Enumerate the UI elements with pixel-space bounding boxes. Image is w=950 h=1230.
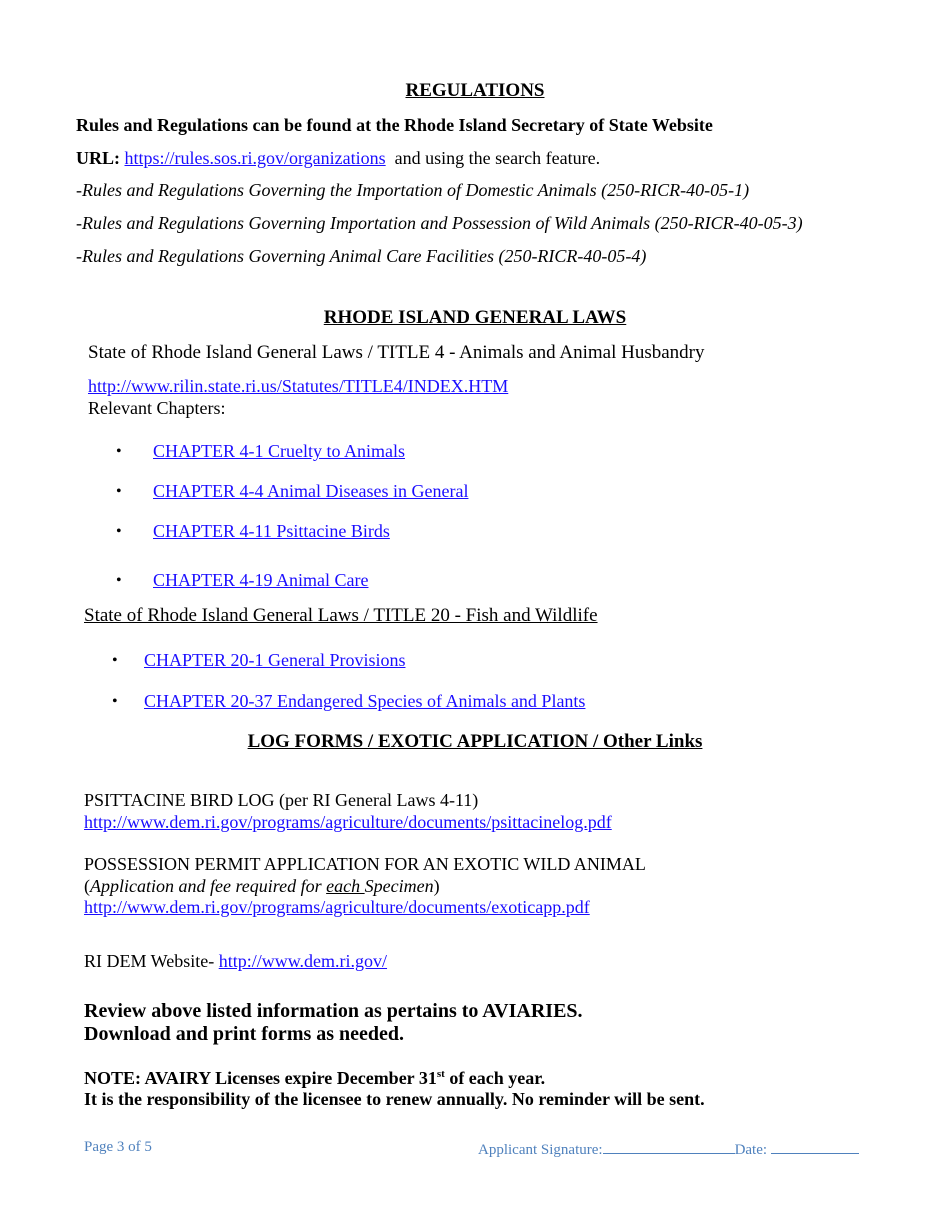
- regulations-url-line: [76, 148, 600, 169]
- url-label: URL:: [76, 148, 120, 168]
- title4-link[interactable]: http://www.rilin.state.ri.us/Statutes/TITLE4/INDEX.HTM: [88, 376, 509, 396]
- permit-note: (Application and fee required for each Specimen): [84, 876, 440, 896]
- chapter-link[interactable]: CHAPTER 4-4 Animal Diseases in General: [153, 481, 469, 501]
- dem-website-link[interactable]: http://www.dem.ri.gov/: [218, 951, 388, 971]
- bird-log-link[interactable]: http://www.dem.ri.gov/programs/agriculture/documents/psittacinelog.pdf: [84, 812, 612, 832]
- chapter-link[interactable]: CHAPTER 4-11 Psittacine Birds: [153, 521, 390, 541]
- download-note: Download and print forms as needed.: [84, 1023, 405, 1045]
- chapter-link[interactable]: CHAPTER 20-37 Endangered Species of Animals and Plants: [144, 691, 586, 711]
- review-note: Review above listed information as pertains to AVIARIES.: [84, 1000, 583, 1022]
- chapter-link[interactable]: CHAPTER 4-19 Animal Care: [153, 570, 369, 590]
- general-laws-heading: RHODE ISLAND GENERAL LAWS: [323, 307, 627, 328]
- bullet-icon: •: [116, 523, 122, 540]
- log-forms-heading: LOG FORMS / EXOTIC APPLICATION / Other Links: [247, 731, 703, 752]
- bullet-icon: •: [116, 572, 122, 589]
- permit-label: POSSESSION PERMIT APPLICATION FOR AN EXOTIC WILD ANIMAL: [84, 854, 646, 874]
- signature-area: [478, 1139, 859, 1159]
- regulation-item: -Rules and Regulations Governing the Importation of Domestic Animals (250-RICR-40-05-1): [76, 180, 750, 200]
- title20-label: State of Rhode Island General Laws / TITLE 20 - Fish and Wildlife: [84, 605, 598, 626]
- regulation-item: -Rules and Regulations Governing Animal Care Facilities (250-RICR-40-05-4): [76, 246, 647, 266]
- relevant-chapters-label: Relevant Chapters:: [88, 398, 226, 418]
- chapter-link[interactable]: CHAPTER 20-1 General Provisions: [144, 650, 406, 670]
- page-number: Page 3 of 5: [84, 1139, 152, 1155]
- license-expiry-note: NOTE: AVAIRY Licenses expire December 31st of each year.: [84, 1068, 546, 1088]
- url-suffix: and using the search feature.: [394, 148, 601, 168]
- renewal-note: It is the responsibility of the licensee to renew annually. No reminder will be sent.: [84, 1089, 705, 1109]
- sos-rules-link[interactable]: https://rules.sos.ri.gov/organizations: [124, 148, 386, 168]
- dem-label: RI DEM Website-: [84, 951, 215, 971]
- signature-label: Applicant Signature:: [478, 1142, 603, 1158]
- regulations-heading: REGULATIONS: [405, 80, 545, 101]
- signature-line[interactable]: [603, 1139, 735, 1154]
- bullet-icon: •: [112, 693, 118, 710]
- bullet-icon: •: [116, 483, 122, 500]
- date-line[interactable]: [771, 1139, 859, 1154]
- bullet-icon: •: [112, 652, 118, 669]
- dem-website-line: [84, 951, 387, 972]
- title4-label: State of Rhode Island General Laws / TITLE 4 - Animals and Animal Husbandry: [88, 342, 705, 363]
- regulation-item: -Rules and Regulations Governing Importation and Possession of Wild Animals (250-RICR-40-05-3): [76, 213, 803, 233]
- chapter-link[interactable]: CHAPTER 4-1 Cruelty to Animals: [153, 441, 405, 461]
- bird-log-label: PSITTACINE BIRD LOG (per RI General Laws 4-11): [84, 790, 479, 810]
- regulations-intro: Rules and Regulations can be found at the Rhode Island Secretary of State Website: [76, 115, 713, 135]
- date-label: Date:: [734, 1142, 768, 1158]
- bullet-icon: •: [116, 443, 122, 460]
- permit-link[interactable]: http://www.dem.ri.gov/programs/agriculture/documents/exoticapp.pdf: [84, 897, 590, 917]
